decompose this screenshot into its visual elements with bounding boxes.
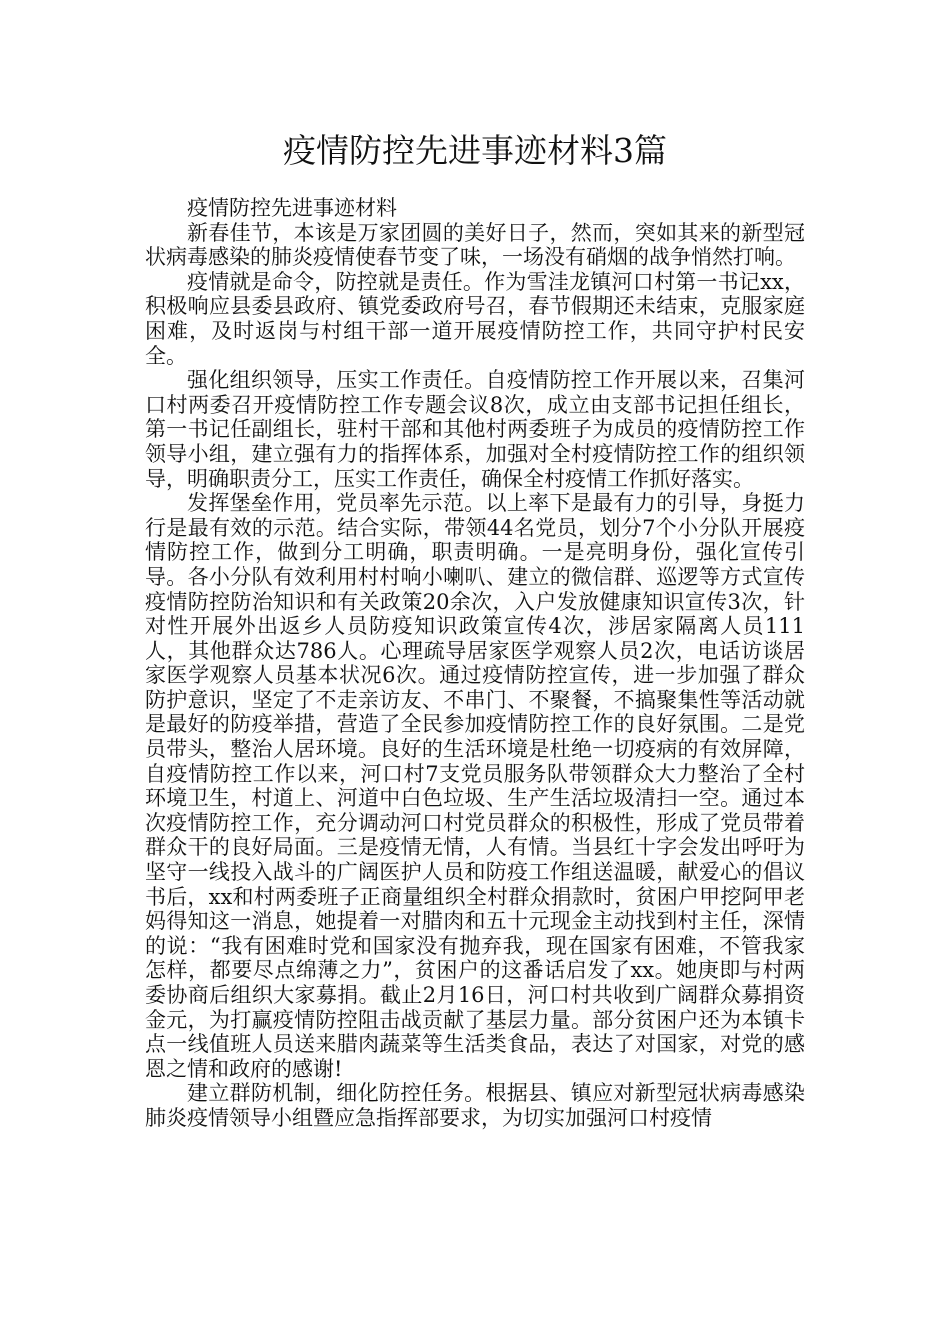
paragraph-party-members: 发挥堡垒作用，党员率先示范。以上率下是最有力的引导，身挺力行是最有效的示范。结合实际，带领44名党员，划分7个小分队开展疫情防控工作，做到分工明确，职责明确。一是亮明身份，强化宣传引导。各小分队有效利用村村响小喇叭、建立的微信群、巡逻等方式宣传疫情防控防治知识和有关政策20余次，入户发放健康知识宣传3次，针对性开展外出返乡人员防疫知识政策宣传4次，涉居家隔离人员111人，其他群众达786人。心理疏导居家医学观察人员2次，电话访谈居家医学观察人员基本状况6次。通过疫情防控宣传，进一步加强了群众防护意识，坚定了不走亲访友、不串门、不聚餐，不搞聚集性等活动就是最好的防疫举措，营造了全民参加疫情防控工作的良好氛围。二是党员带头，整治人居环境。良好的生活环境是杜绝一切疫病的有效屏障，自疫情防控工作以来，河口村7支党员服务队带领群众大力整治了全村环境卫生，村道上、河道中白色垃圾、生产生活垃圾清扫一空。通过本次疫情防控工作，充分调动河口村党员群众的积极性，形成了党员带着群众干的良好局面。三是疫情无情，人有情。当县红十字会发出呼吁为坚守一线投入战斗的广阔医护人员和防疫工作组送温暖，献爱心的倡议书后，xx和村两委班子正商量组织全村群众捐款时，贫困户甲挖阿甲老妈得知这一消息，她提着一对腊肉和五十元现金主动找到村主任，深情的说：“我有困难时党和国家没有抛弃我，现在国家有困难，不管我家怎样，都要尽点绵薄之力”，贫困户的这番话启发了xx。她庚即与村两委协商后组织大家募捐。截止2月16日，河口村共收到广阔群众募捐资金元，为打赢疫情防控阻击战贡献了基层力量。部分贫困户还为本镇卡点一线值班人员送来腊肉蔬菜等生活类食品，表达了对国家，对党的感恩之情和政府的感谢! (145, 491, 805, 1081)
paragraph-leadership: 强化组织领导，压实工作责任。自疫情防控工作开展以来，召集河口村两委召开疫情防控工作专题会议8次，成立由支部书记担任组长，第一书记任副组长，驻村干部和其他村两委班子为成员的疫情防控工作领导小组，建立强有力的指挥体系，加强对全村疫情防控工作的组织领导，明确职责分工，压实工作责任，确保全村疫情工作抓好落实。 (145, 368, 805, 491)
section-heading: 疫情防控先进事迹材料 (187, 196, 397, 220)
paragraph-intro: 新春佳节，本该是万家团圆的美好日子，然而，突如其来的新型冠状病毒感染的肺炎疫情使春节变了味，一场没有硝烟的战争悄然打响。 (145, 220, 805, 270)
document-title: 疫情防控先进事迹材料3篇 (283, 131, 667, 170)
paragraph-mechanism: 建立群防机制，细化防控任务。根据县、镇应对新型冠状病毒感染肺炎疫情领导小组暨应急指挥部要求，为切实加强河口村疫情 (145, 1081, 805, 1130)
paragraph-duty: 疫情就是命令，防控就是责任。作为雪洼龙镇河口村第一书记xx，积极响应县委县政府、镇党委政府号召，春节假期还未结束，克服家庭困难，及时返岗与村组干部一道开展疫情防控工作，共同守护村民安全。 (145, 269, 805, 368)
document-body (145, 196, 805, 1131)
